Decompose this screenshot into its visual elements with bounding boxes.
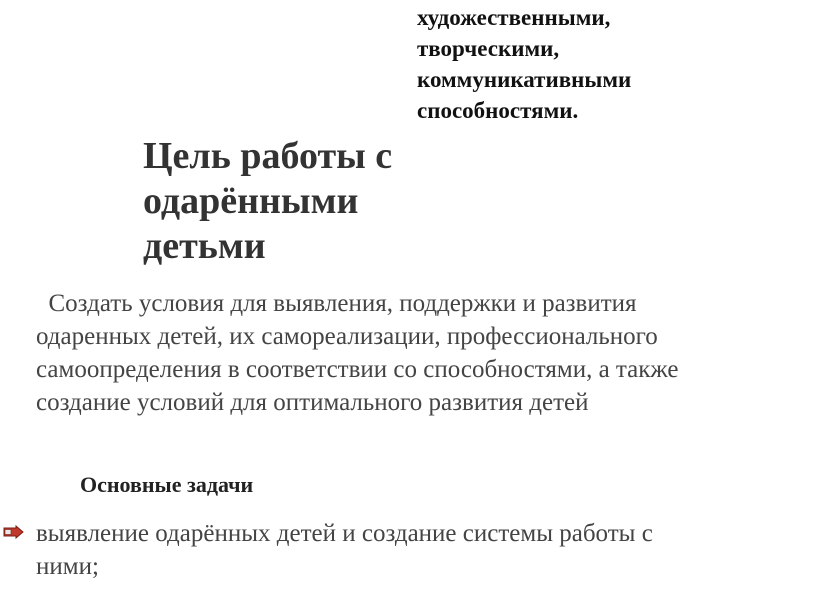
- goal-paragraph: [36, 287, 806, 419]
- goal-line: одаренных детей, их самореализации, профессионального: [36, 323, 658, 350]
- title-line: Цель работы с: [143, 135, 393, 177]
- abilities-line: художественными,: [417, 5, 611, 30]
- tasks-heading: Основные задачи: [80, 472, 254, 497]
- pointing-hand-icon: [3, 525, 25, 539]
- title-line: одарёнными: [143, 180, 359, 222]
- task-line: ними;: [36, 553, 99, 580]
- task-text: [36, 517, 806, 583]
- goal-line: создание условий для оптимального развития детей: [36, 389, 589, 416]
- page-title: [143, 134, 473, 269]
- title-line: детьми: [143, 225, 266, 267]
- abilities-continuation: [417, 2, 807, 126]
- abilities-line: способностями.: [417, 98, 579, 123]
- goal-line: Создать условия для выявления, поддержки и развития: [36, 290, 637, 317]
- abilities-line: творческими,: [417, 36, 560, 61]
- goal-line: самоопределения в соответствии со способностями, а также: [36, 356, 679, 383]
- task-line: выявление одарённых детей и создание системы работы с: [36, 520, 653, 547]
- abilities-line: коммуникативными: [417, 67, 632, 92]
